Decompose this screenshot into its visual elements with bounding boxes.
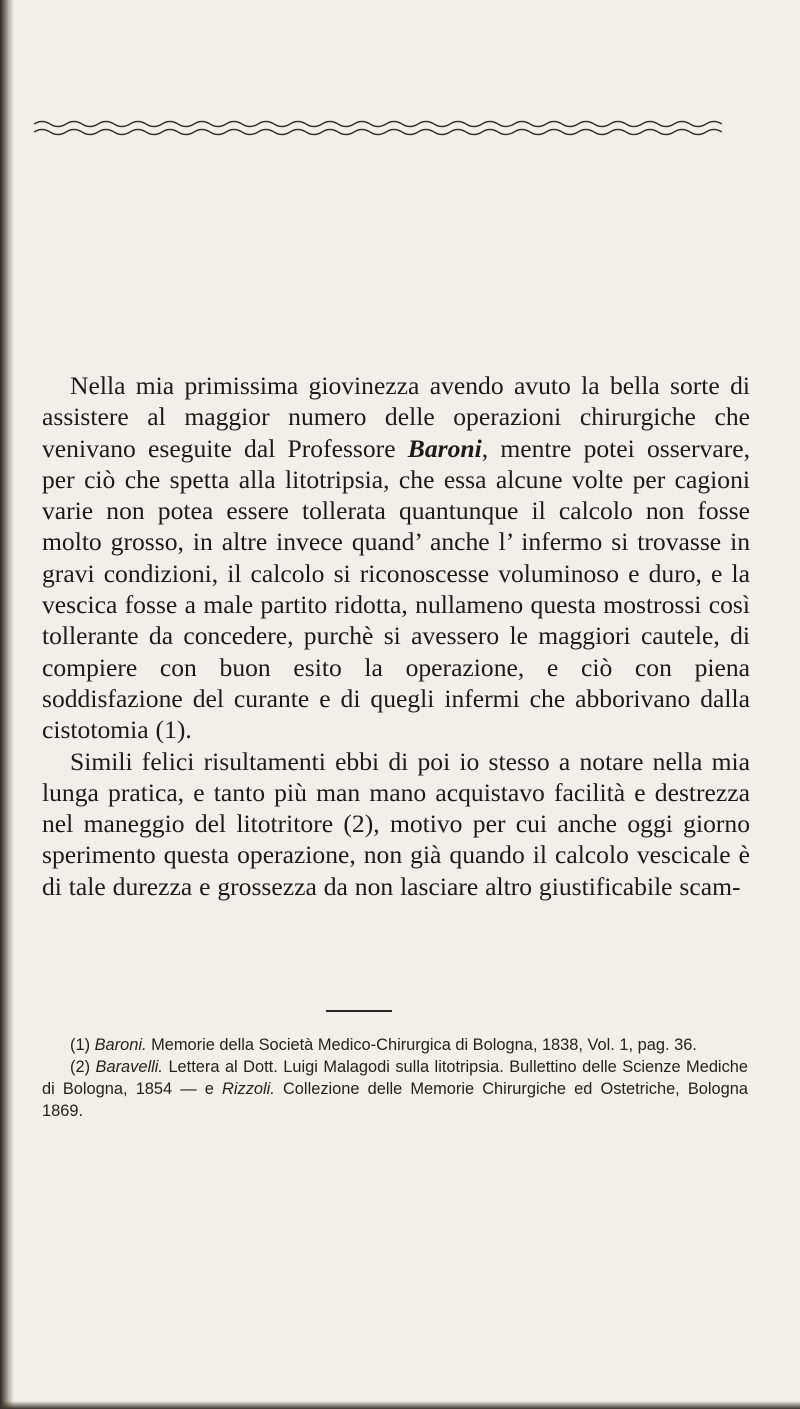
footnote-1 [42,1035,748,1057]
footnote-1-text: Memorie della Società Medico-Chirurgica di Bologna, 1838, Vol. 1, pag. 36. [151,1036,697,1054]
footnote-separator [326,1010,392,1012]
footnote-2-marker: (2) [70,1057,91,1076]
footnotes [42,1035,748,1123]
paragraph-1-name: Baroni [407,433,482,463]
page-binding-shadow [0,0,14,1409]
paragraph-2: Simili felici risultamenti ebbi di poi io stesso a notare nella mia lunga pratica, e tanto più man mano acquistavo facilità e destrezza nel maneggio del litotritore (2), motivo per cui anche oggi giorno sperimento questa operazione, non già quando il calcolo vescicale è di tale durezza e grossezza da non lasciare altro giustificabile scam- [42,746,750,901]
footnote-2-text-b: Collezione delle Memorie Chirurgiche ed Ostetriche, Bologna 1869. [42,1079,749,1120]
paragraph-1 [42,370,750,746]
footnote-2 [42,1057,748,1123]
wavy-rule-ornament [34,110,722,146]
paragraph-1-text-a: Nella mia primissima giovinezza avendo avuto la bella sorte di assistere al maggior numero delle operazioni chirurgiche che venivano eseguite dal Professore [42,371,750,463]
page-bottom-shadow [0,1401,800,1409]
footnote-1-author: Baroni. [94,1036,147,1054]
footnote-2-author: Baravelli. [95,1057,163,1076]
footnote-1-marker: (1) [70,1036,91,1054]
paragraph-1-text-b: , mentre potei osservare, per ciò che spetta alla litotripsia, che essa alcune volte per cagioni varie non potea essere tollerata quantunque il calcolo non fosse molto grosso, in altre invece quand’ anche l’ infermo si trovasse in gravi condizioni, il calcolo si riconoscesse voluminoso e duro, e la vescica fosse a male partito ridotta, nullameno questa mostrossi così tollerante da concedere, purchè si avessero le maggiori cautele, di compiere con buon esito la operazione, e ciò con piena soddisfazione del curante e di quegli infermi che abborivano dalla cistotomia (1). [42,433,750,745]
main-text [42,370,750,902]
footnote-2-text-a: Lettera al Dott. Luigi Malagodi sulla litotripsia. Bullettino delle Scienze Mediche di Bologna, 1854 — e [42,1057,748,1098]
footnote-2-author2: Rizzoli. [222,1079,275,1098]
